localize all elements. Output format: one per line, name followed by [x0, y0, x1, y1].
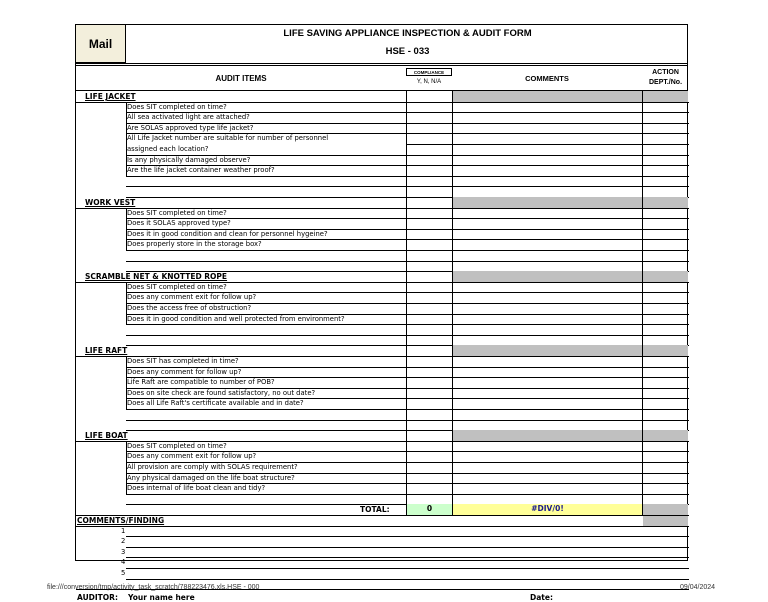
column-rule — [452, 176, 453, 187]
total-label: TOTAL: — [360, 505, 390, 515]
company-logo: Mail — [76, 25, 126, 63]
column-rule — [406, 473, 407, 484]
audit-item: Does any comment exit for follow up? — [127, 293, 257, 302]
comments-finding-label: COMMENTS/FINDING — [77, 516, 165, 525]
column-rule — [406, 356, 407, 367]
audit-item: All sea activated light are attached? — [127, 113, 250, 122]
column-rule — [642, 356, 643, 367]
column-rule — [642, 197, 643, 208]
column-rule — [406, 430, 407, 441]
grey-cell — [643, 91, 688, 102]
column-rule — [126, 229, 127, 240]
row-line — [126, 186, 689, 187]
column-rule — [452, 473, 453, 484]
column-rule — [126, 239, 127, 250]
column-rule — [406, 165, 407, 176]
auditor-name: Your name here — [128, 593, 195, 602]
audit-item: Any physical damaged on the life boat structure? — [127, 473, 295, 482]
header-divider — [76, 63, 687, 64]
column-rule — [452, 229, 453, 240]
audit-item: Does it in good condition and clean for personnel hygeine? — [127, 229, 328, 238]
column-rule — [642, 176, 643, 187]
column-rule — [406, 345, 407, 356]
finding-line — [126, 579, 689, 580]
column-rule — [452, 123, 453, 134]
form-title: LIFE SAVING APPLIANCE INSPECTION & AUDIT FORM — [283, 28, 532, 39]
column-rule — [126, 144, 127, 155]
grey-cell — [643, 271, 688, 282]
audit-item: Does it SOLAS approved type? — [127, 219, 231, 228]
audit-item: Does SIT completed on time? — [127, 282, 227, 291]
column-rule — [642, 218, 643, 229]
finding-line — [126, 536, 689, 537]
column-rule — [406, 292, 407, 303]
column-rule — [406, 303, 407, 314]
column-rule — [126, 462, 127, 473]
column-rule — [126, 473, 127, 484]
finding-number: 2 — [121, 537, 126, 546]
finding-line — [126, 547, 689, 548]
column-rule — [642, 229, 643, 240]
column-rule — [452, 102, 453, 113]
col-audit-items: AUDIT ITEMS — [215, 73, 267, 83]
column-rule — [452, 271, 453, 282]
column-rule — [452, 208, 453, 219]
column-rule — [406, 102, 407, 113]
col-action-line2: DEPT./No. — [648, 78, 683, 86]
column-rule — [642, 483, 643, 494]
column-rule — [452, 462, 453, 473]
column-rule — [642, 504, 643, 515]
audit-item: Life Raft are compatible to number of POB? — [127, 378, 275, 387]
finding-line — [126, 557, 689, 558]
grey-cell — [453, 91, 642, 102]
column-rule — [406, 377, 407, 388]
column-rule — [642, 186, 643, 197]
column-rule — [126, 102, 127, 113]
column-rule — [642, 208, 643, 219]
col-comments: COMMENTS — [525, 73, 569, 83]
col-compliance-options: Y, N, N/A — [416, 79, 442, 85]
column-rule — [406, 324, 407, 335]
column-rule — [406, 282, 407, 293]
audit-item: Does internal of life boat clean and tidy? — [127, 484, 266, 493]
column-rule — [406, 367, 407, 378]
audit-item: Does any comment exit for follow up? — [127, 452, 257, 461]
column-rule — [406, 271, 407, 282]
form-code: HSE - 033 — [385, 46, 430, 57]
column-rule — [452, 345, 453, 356]
row-line — [76, 526, 689, 527]
column-rule — [126, 303, 127, 314]
column-rule — [642, 91, 643, 102]
audit-item: assigned each location? — [127, 145, 209, 153]
column-rule — [452, 218, 453, 229]
column-rule — [452, 335, 453, 346]
column-rule — [452, 282, 453, 293]
column-rule — [406, 335, 407, 346]
column-rule — [642, 303, 643, 314]
column-rule — [642, 250, 643, 261]
column-rule — [452, 377, 453, 388]
grey-cell — [643, 345, 688, 356]
column-rule — [452, 430, 453, 441]
column-rule — [642, 377, 643, 388]
column-rule — [452, 324, 453, 335]
grey-cell — [453, 430, 642, 441]
audit-item: Does SIT completed on time? — [127, 102, 227, 111]
row-line — [126, 409, 689, 410]
column-rule — [406, 133, 407, 144]
column-rule — [406, 441, 407, 452]
audit-item: All Life Jacket number are suitable for number of personnel — [127, 134, 329, 143]
comments-total: #DIV/0! — [453, 504, 642, 515]
column-rule — [642, 155, 643, 166]
column-rule — [642, 165, 643, 176]
finding-number: 4 — [121, 558, 126, 567]
column-rule — [126, 441, 127, 452]
page-footer-date: 09/04/2024 — [680, 584, 716, 591]
section-title: LIFE JACKET — [85, 92, 136, 101]
section-title: WORK VEST — [85, 198, 136, 207]
column-rule — [642, 462, 643, 473]
column-rule — [642, 282, 643, 293]
row-line — [126, 494, 689, 495]
column-rule — [406, 388, 407, 399]
column-rule — [126, 112, 127, 123]
column-rule — [452, 155, 453, 166]
column-rule — [642, 398, 643, 409]
column-rule — [406, 112, 407, 123]
column-rule — [452, 451, 453, 462]
row-line — [126, 324, 689, 325]
column-rule — [452, 144, 453, 155]
column-rule — [406, 409, 407, 420]
column-rule — [452, 261, 453, 272]
audit-item: Are the life jacket container weather proof? — [127, 166, 275, 175]
column-rule — [452, 483, 453, 494]
column-rule — [642, 102, 643, 113]
row-line — [76, 515, 689, 516]
finding-number: 3 — [121, 547, 126, 556]
column-rule — [406, 462, 407, 473]
audit-item: Does it in good condition and well protected from environment? — [127, 314, 345, 323]
column-rule — [452, 197, 453, 208]
column-rule — [126, 398, 127, 409]
column-rule — [406, 229, 407, 240]
audit-item: Does all Life Raft's certificate available and in date? — [127, 399, 304, 408]
column-rule — [642, 388, 643, 399]
column-rule — [406, 494, 407, 505]
column-rule — [452, 441, 453, 452]
column-rule — [126, 155, 127, 166]
column-rule — [406, 261, 407, 272]
column-rule — [452, 186, 453, 197]
finding-number: 5 — [121, 569, 126, 577]
column-rule — [126, 218, 127, 229]
section-title: SCRAMBLE NET & KNOTTED ROPE — [85, 272, 228, 282]
column-rule — [642, 239, 643, 250]
column-rule — [452, 250, 453, 261]
column-rule — [642, 367, 643, 378]
column-rule — [642, 324, 643, 335]
finding-number: 1 — [121, 526, 126, 535]
row-line — [126, 420, 689, 421]
grey-cell — [453, 345, 642, 356]
column-rule — [452, 504, 453, 515]
col-compliance: COMPLIANCE — [406, 68, 452, 76]
column-rule — [642, 451, 643, 462]
column-rule — [642, 441, 643, 452]
column-rule — [452, 165, 453, 176]
grey-cell — [453, 197, 642, 208]
column-rule — [452, 239, 453, 250]
audit-item: Does SIT completed on time? — [127, 208, 227, 217]
column-rule — [642, 430, 643, 441]
column-rule — [126, 451, 127, 462]
column-rule — [452, 356, 453, 367]
column-rule — [452, 494, 453, 505]
column-rule — [406, 123, 407, 134]
column-rule — [126, 123, 127, 134]
audit-item: Does properly store in the storage box? — [127, 240, 262, 249]
row-line — [406, 144, 689, 145]
column-rule — [406, 218, 407, 229]
column-rule — [406, 314, 407, 325]
column-rule — [642, 494, 643, 505]
column-rule — [452, 388, 453, 399]
audit-item: Does SIT has completed in time? — [127, 357, 239, 365]
row-line — [126, 261, 689, 262]
section-title: LIFE RAFT — [85, 346, 128, 356]
row-line — [126, 335, 689, 336]
column-rule — [406, 451, 407, 462]
column-rule — [642, 261, 643, 272]
compliance-total: 0 — [407, 504, 452, 515]
column-rule — [126, 292, 127, 303]
column-rule — [126, 314, 127, 325]
audit-item: Does SIT completed on time? — [127, 441, 227, 450]
audit-item: Does on site check are found satisfactory, no out date? — [127, 388, 316, 397]
column-rule — [452, 133, 453, 144]
column-rule — [642, 314, 643, 325]
column-rule — [452, 314, 453, 325]
column-rule — [642, 409, 643, 420]
column-rule — [406, 250, 407, 261]
column-rule — [126, 282, 127, 293]
grey-cell — [643, 430, 688, 441]
column-rule — [406, 91, 407, 102]
column-rule — [406, 504, 407, 515]
column-rule — [406, 144, 407, 155]
column-rule — [126, 483, 127, 494]
column-rule — [642, 335, 643, 346]
column-rule — [452, 398, 453, 409]
audit-item: Is any physically damaged observe? — [127, 155, 251, 164]
column-rule — [126, 377, 127, 388]
column-rule — [126, 356, 127, 367]
finding-line — [126, 568, 689, 569]
column-rule — [642, 144, 643, 155]
column-rule — [406, 155, 407, 166]
col-action-line1: ACTION — [652, 68, 679, 76]
column-rule — [406, 398, 407, 409]
row-line — [126, 250, 689, 251]
column-rule — [406, 239, 407, 250]
column-rule — [452, 367, 453, 378]
column-rule — [126, 165, 127, 176]
page-footer-path: file:///conversion/tmp/activity_task_scratch/788223476.xls,HSE - 000 — [47, 584, 260, 591]
column-rule — [126, 388, 127, 399]
audit-item: All provision are comply with SOLAS requirement? — [127, 463, 298, 471]
column-rule — [126, 133, 127, 144]
column-rule — [642, 292, 643, 303]
row-line — [126, 176, 689, 177]
section-title: LIFE BOAT — [85, 431, 128, 441]
column-rule — [406, 208, 407, 219]
column-rule — [642, 112, 643, 123]
column-rule — [406, 420, 407, 431]
column-rule — [642, 123, 643, 134]
column-rule — [642, 271, 643, 282]
grey-cell — [453, 271, 642, 282]
column-rule — [406, 176, 407, 187]
column-rule — [406, 197, 407, 208]
auditor-label: AUDITOR: — [77, 593, 118, 602]
column-rule — [642, 133, 643, 144]
date-label: Date: — [530, 593, 553, 602]
column-rule — [452, 420, 453, 431]
column-rule — [452, 303, 453, 314]
grey-cell — [643, 197, 688, 208]
column-rule — [406, 483, 407, 494]
column-rule — [642, 345, 643, 356]
column-rule — [642, 473, 643, 484]
column-rule — [452, 91, 453, 102]
column-rule — [126, 367, 127, 378]
column-rule — [452, 409, 453, 420]
column-rule — [406, 186, 407, 197]
audit-item: Does any comment for follow up? — [127, 367, 242, 376]
audit-item: Does the access free of obstruction? — [127, 304, 252, 312]
audit-item: Are SOLAS approved type life jacket? — [127, 123, 254, 132]
column-rule — [452, 112, 453, 123]
column-rule — [126, 208, 127, 219]
column-rule — [452, 292, 453, 303]
column-rule — [642, 420, 643, 431]
